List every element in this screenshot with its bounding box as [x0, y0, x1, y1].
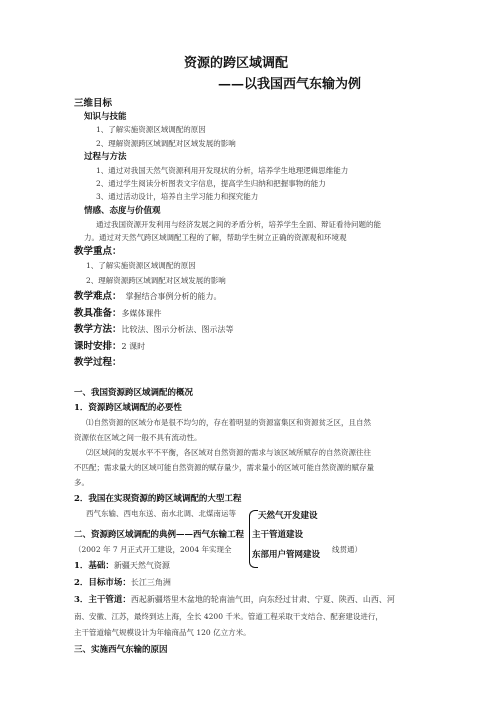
emotion-text: 力。通过对天然气跨区域调配工程的了解，帮助学生树立正确的资源观和环境观 [84, 233, 347, 242]
section1-sub1: 1．资源跨区域调配的必要性 [74, 403, 182, 413]
methods-heading: 教学方法： [74, 324, 122, 335]
base-text: 新疆天然气资源 [113, 561, 170, 570]
difficulty-heading: 教学难点： [74, 291, 122, 302]
section1-para: ⑵区域间的发展水平不平衡，各区域对自然资源的需求与该区域所赋存的自然资源往往 [86, 448, 371, 457]
emotion-text: 通过我国资源开发利用与经济发展之间的矛盾分析，培养学生全面、辩证看待问题的能 [96, 220, 381, 229]
section3-heading: 三、实施西气东输的原因 [74, 645, 168, 655]
process-item: 3、通过活动设计，培养自主学习能力和探究能力 [96, 192, 259, 201]
pipe-text: 南、安徽、江苏，最终到达上海，全长 4200 千米。管道工程采取干支结合、配套建设进行， [74, 612, 383, 621]
knowledge-item: 2、理解资源跨区域调配对区域发展的影响 [96, 139, 236, 148]
market-row [74, 578, 171, 588]
section2-paren-left: （2002 年 7 月正式开工建设，2004 年实现全 [74, 545, 232, 554]
process-item: 1、通过对我国天然气资源利用开发现状的分析，培养学生地理逻辑思维能力 [96, 166, 349, 175]
pipe-label: 3．主干管道： [74, 595, 131, 605]
bracket-item: 东部用户管网建设 [252, 550, 321, 560]
prep-text: 多媒体课件 [121, 309, 162, 318]
key-point-item: 1、了解实施资源区域调配的原因 [86, 261, 196, 270]
difficulty-row [74, 291, 222, 302]
section1-para: ⑴自然资源的区域分布是很不均匀的，存在着明显的资源富集区和资源贫乏区，且自然 [86, 418, 371, 427]
prep-heading: 教具准备： [74, 308, 122, 319]
hours-text: 2 课时 [121, 342, 146, 351]
section1-para: 多。 [74, 478, 89, 487]
pipe-text: 西起新疆塔里木盆地的轮南油气田，向东经过甘肃、宁夏、陕西、山西、河 [130, 595, 395, 604]
methods-text: 比较法、图示分析法、图示法等 [121, 325, 234, 334]
base-row [74, 561, 170, 571]
section1-heading: 一、我国资源跨区域调配的概况 [74, 388, 194, 398]
section1-sub2-text: 西气东输、西电东送、南水北调、北煤南运等 [86, 509, 236, 518]
section1-para: 不匹配；需求量大的区域可能自然资源的赋存量少，需求量小的区域可能自然资源的赋存量 [74, 463, 374, 472]
hours-heading: 课时安排： [74, 341, 122, 352]
section2-paren-right: 线贯通） [332, 545, 362, 554]
section1-sub2: 2．我国在实现资源的跨区域调配的大型工程 [74, 494, 242, 504]
market-label: 2．目标市场： [74, 578, 131, 588]
knowledge-item: 1、了解实施资源区域调配的原因 [96, 125, 206, 134]
objectives-heading: 三维目标 [74, 98, 113, 109]
doc-subtitle: ——以我国西气东输为例 [218, 77, 362, 92]
pipe-text: 主干管道输气规模设计为年输商品气 120 亿立方米。 [74, 628, 251, 637]
base-label: 1．基础： [74, 561, 114, 571]
market-text: 长江三角洲 [130, 578, 171, 587]
pipe-row [74, 595, 395, 605]
process-heading: 过程与方法 [84, 152, 127, 162]
doc-title: 资源的跨区域调配 [184, 56, 289, 71]
knowledge-heading: 知识与技能 [84, 112, 127, 122]
bracket-item: 主干管道建设 [252, 530, 304, 540]
section2-heading: 二、资源跨区域调配的典例——西气东输工程 [74, 530, 245, 540]
difficulty-text: 掌握结合事例分析的能力。 [125, 292, 222, 301]
emotion-heading: 情感、态度与价值观 [84, 206, 161, 216]
process-item: 2、通过学生阅读分析图表文字信息，提高学生归纳和把握事物的能力 [96, 179, 326, 188]
bracket-item: 天然气开发建设 [258, 511, 318, 521]
hours-row [74, 341, 145, 352]
section1-para: 资源依在区域之间一般不具有流动性。 [74, 433, 202, 442]
methods-row [74, 324, 234, 335]
key-point-item: 2、理解资源跨区域调配对区域发展的影响 [86, 276, 226, 285]
prep-row [74, 308, 162, 319]
process-section-heading: 教学过程： [74, 357, 122, 368]
key-points-heading: 教学重点： [74, 246, 122, 257]
